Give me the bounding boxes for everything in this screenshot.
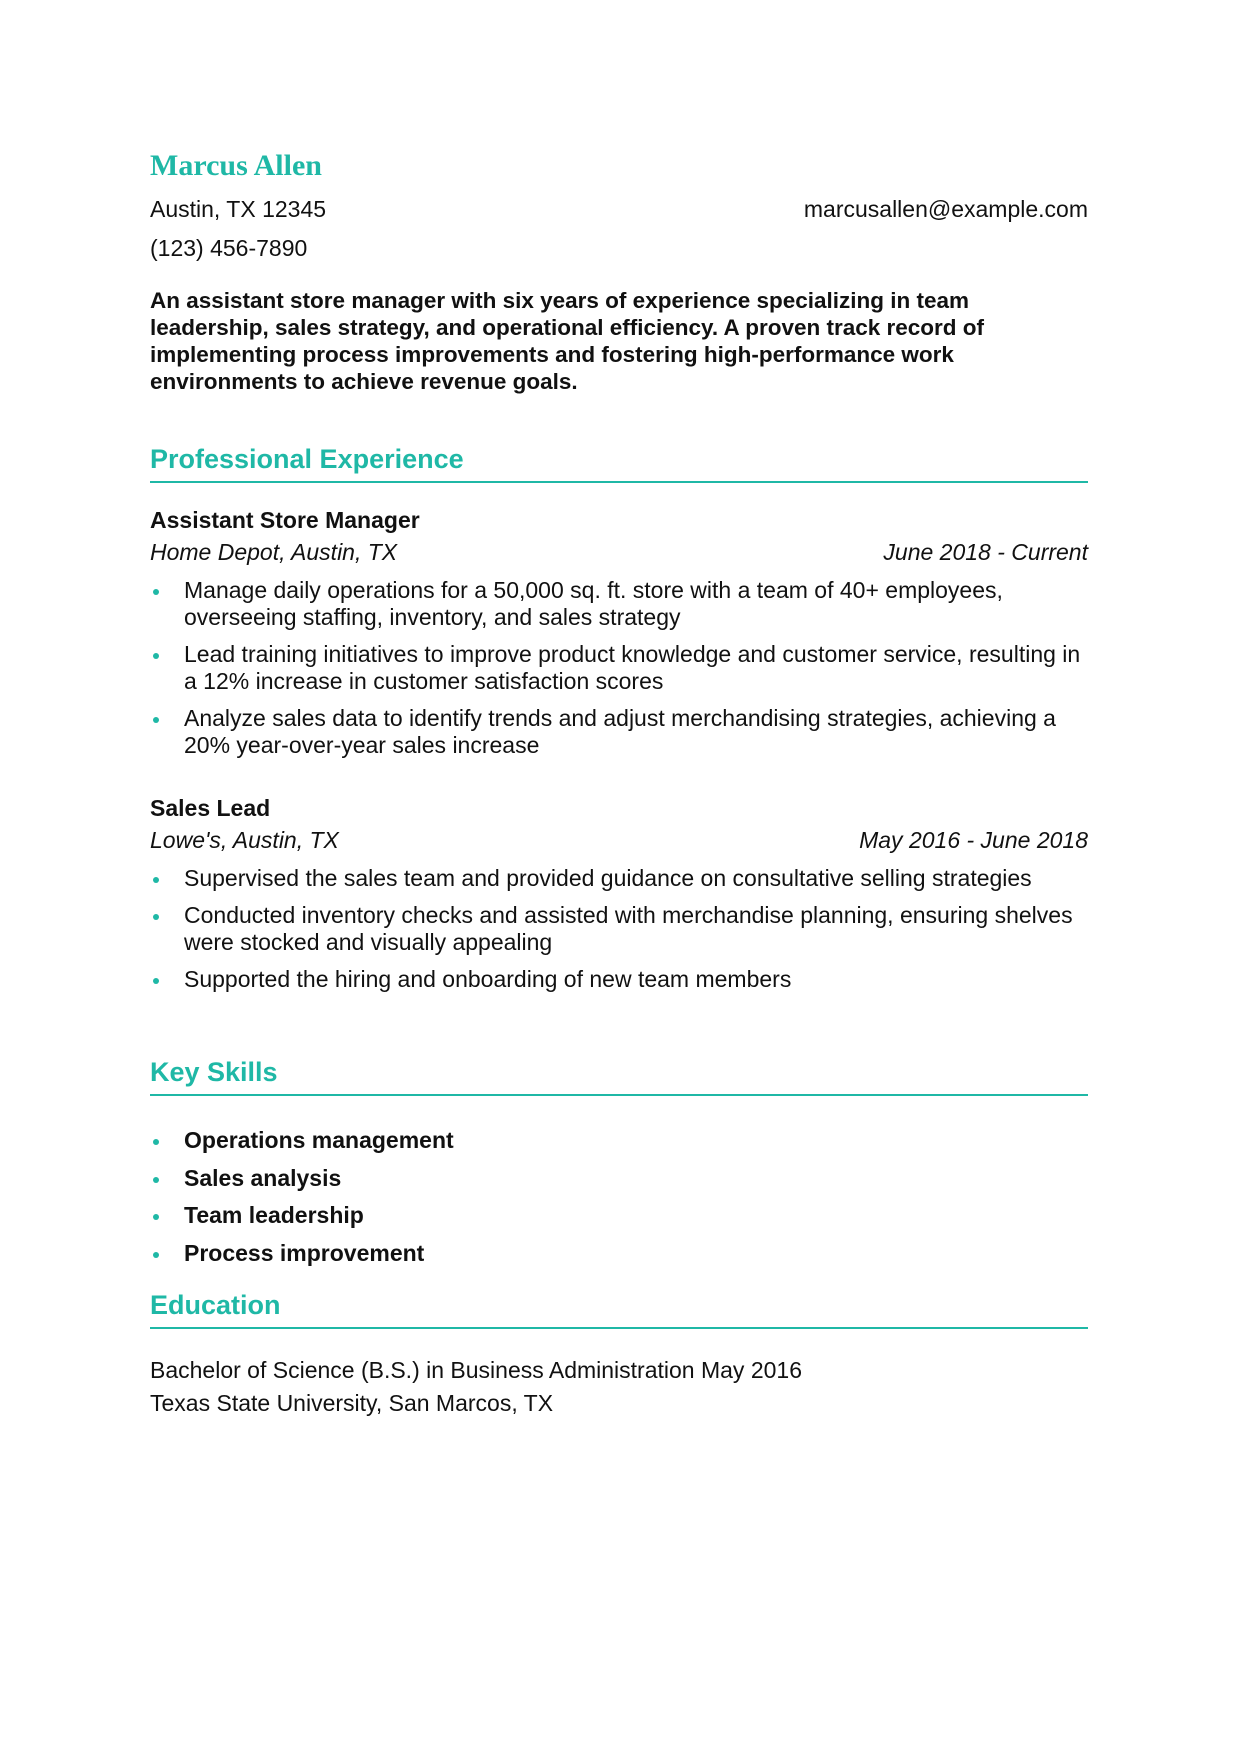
list-item: Conducted inventory checks and assisted with merchandise planning, ensuring shelves were stocked and visually appealing: [150, 902, 1088, 956]
job-meta: [150, 825, 1088, 855]
list-item: Lead training initiatives to improve product knowledge and customer service, resulting in a 12% increase in customer satisfaction scores: [150, 641, 1088, 695]
location-text: Austin, TX 12345: [150, 196, 327, 222]
bullet-dot-icon: [153, 1177, 159, 1183]
bullet-dot-icon: [153, 877, 159, 883]
job-company: Lowe's, Austin, TX: [150, 827, 339, 853]
bullet-dot-icon: [153, 1252, 159, 1258]
contact-row-2: [150, 233, 1088, 263]
bullet-dot-icon: [153, 914, 159, 920]
job-title: Assistant Store Manager: [150, 507, 420, 533]
job-title: Sales Lead: [150, 795, 271, 821]
skill-item: Sales analysis: [150, 1165, 1088, 1192]
bullet-dot-icon: [153, 653, 159, 659]
degree-line: Bachelor of Science (B.S.) in Business Administration May 2016: [150, 1357, 802, 1383]
job-company: Home Depot, Austin, TX: [150, 539, 398, 565]
school-line: Texas State University, San Marcos, TX: [150, 1390, 554, 1416]
job-bullets: [150, 865, 1088, 1003]
skills-list: [150, 1127, 1088, 1277]
skill-item: Operations management: [150, 1127, 1088, 1154]
section-title-skills: Key Skills: [150, 1055, 1088, 1096]
education-block: [150, 1354, 802, 1420]
bullet-dot-icon: [153, 978, 159, 984]
professional-summary: An assistant store manager with six years of experience specializing in team leadership, sales strategy, and operational efficiency. A proven track record of implementing process improvements and fostering high-performance work environments to achieve revenue goals.: [150, 288, 985, 394]
contact-row-1: [150, 194, 1088, 224]
bullet-dot-icon: [153, 1139, 159, 1145]
job-dates: May 2016 - June 2018: [859, 827, 1088, 853]
bullet-dot-icon: [153, 717, 159, 723]
bullet-dot-icon: [153, 589, 159, 595]
job-dates: June 2018 - Current: [883, 539, 1088, 565]
candidate-name: Marcus Allen: [150, 149, 322, 182]
list-item: Supported the hiring and onboarding of new team members: [150, 966, 1088, 993]
job-bullets: [150, 577, 1088, 769]
email-text: marcusallen@example.com: [803, 196, 1088, 222]
skill-item: Team leadership: [150, 1202, 1088, 1229]
section-title-experience: Professional Experience: [150, 442, 1088, 483]
list-item: Manage daily operations for a 50,000 sq. ft. store with a team of 40+ employees, overseeing staffing, inventory, and sales strategy: [150, 577, 1088, 631]
list-item: Analyze sales data to identify trends and adjust merchandising strategies, achieving a 20% year-over-year sales increase: [150, 705, 1088, 759]
section-title-education: Education: [150, 1288, 1088, 1329]
job-meta: [150, 537, 1088, 567]
phone-text: (123) 456-7890: [150, 235, 308, 261]
list-item: Supervised the sales team and provided guidance on consultative selling strategies: [150, 865, 1088, 892]
skill-item: Process improvement: [150, 1240, 1088, 1267]
bullet-dot-icon: [153, 1214, 159, 1220]
